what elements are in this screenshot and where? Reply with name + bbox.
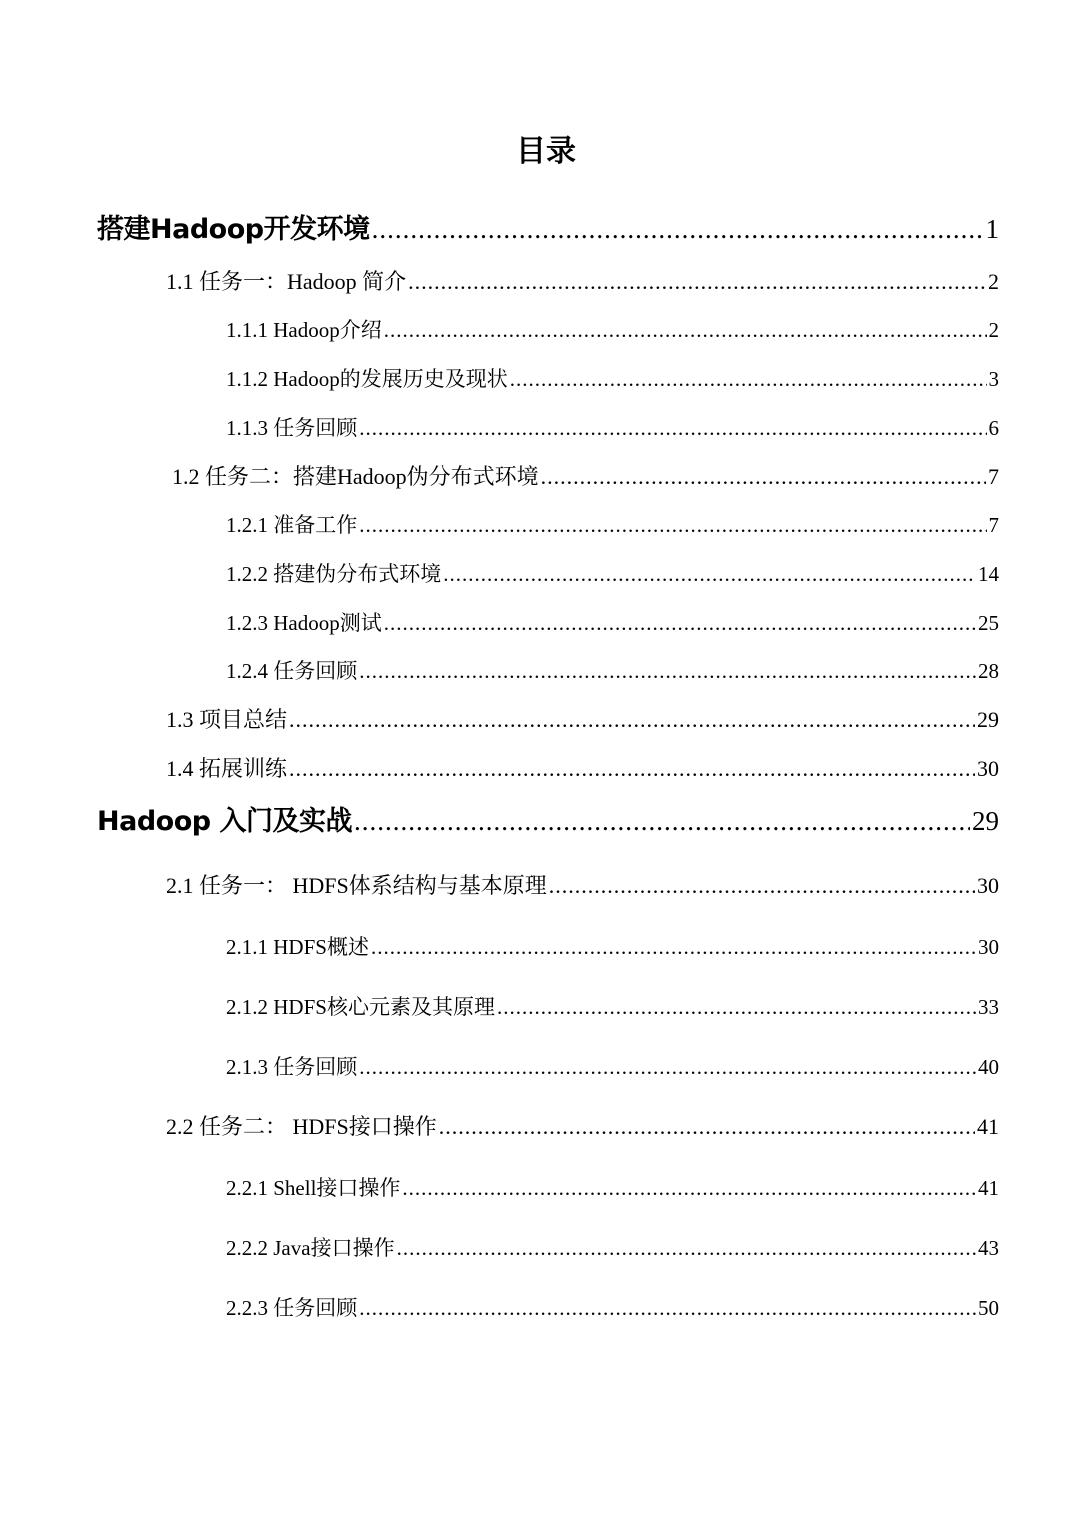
toc-entry-label: 搭建Hadoop开发环境 — [97, 214, 370, 245]
toc-entry-label: 2.1.3 任务回顾 — [226, 1055, 358, 1079]
toc-entry-1-2-2[interactable] — [226, 557, 999, 591]
toc-entry-1-1-2[interactable] — [226, 362, 999, 396]
toc-entry-label: 2.1.2 HDFS核心元素及其原理 — [226, 995, 495, 1019]
toc-leader-dots — [372, 209, 984, 249]
toc-entry-label: 2.2.1 Shell接口操作 — [226, 1176, 401, 1200]
toc-entry-page: 25 — [978, 611, 999, 635]
toc-entry-page: 7 — [988, 513, 999, 537]
toc-entry-page: 2 — [988, 269, 999, 294]
toc-leader-dots — [359, 411, 986, 445]
toc-entry-label: 1.4 拓展训练 — [166, 756, 288, 781]
toc-entry-1-1[interactable] — [166, 265, 999, 299]
toc-entry-label: 1.3 项目总结 — [166, 707, 288, 732]
toc-entry-page: 30 — [977, 873, 999, 898]
toc-entry-2-2-3[interactable] — [226, 1291, 999, 1325]
toc-entry-page: 2 — [988, 318, 999, 342]
toc-entry-chapter-1[interactable] — [97, 209, 999, 249]
toc-leader-dots — [510, 362, 987, 396]
toc-entry-1-2-1[interactable] — [226, 508, 999, 542]
toc-leader-dots — [359, 1291, 976, 1325]
toc-entry-label: 2.2 任务二： HDFS接口操作 — [166, 1114, 437, 1139]
toc-leader-dots — [359, 508, 986, 542]
toc-entry-2-1[interactable] — [166, 869, 999, 903]
toc-entry-page: 41 — [977, 1114, 999, 1139]
toc-entry-label: 1.1.3 任务回顾 — [226, 416, 358, 440]
toc-leader-dots — [443, 557, 976, 591]
toc-entry-page: 28 — [978, 659, 999, 683]
toc-leader-dots — [549, 869, 975, 903]
toc-entry-1-2[interactable] — [172, 460, 999, 494]
toc-leader-dots — [402, 1171, 976, 1205]
toc-entry-page: 29 — [977, 707, 999, 732]
toc-entry-label: 2.1.1 HDFS概述 — [226, 935, 369, 959]
toc-entry-label: Hadoop 入门及实战 — [97, 806, 352, 837]
toc-entry-label: 1.2.3 Hadoop测试 — [226, 611, 382, 635]
toc-entry-page: 14 — [978, 562, 999, 586]
toc-entry-2-1-2[interactable] — [226, 990, 999, 1024]
toc-leader-dots — [439, 1110, 975, 1144]
toc-entry-1-2-4[interactable] — [226, 654, 999, 688]
toc-entry-page: 30 — [977, 756, 999, 781]
toc-entry-2-2[interactable] — [166, 1110, 999, 1144]
toc-leader-dots — [359, 1050, 976, 1084]
toc-leader-dots — [289, 752, 975, 786]
toc-entry-page: 50 — [978, 1296, 999, 1320]
toc-entry-label: 1.1.2 Hadoop的发展历史及现状 — [226, 367, 508, 391]
toc-entry-page: 40 — [978, 1055, 999, 1079]
toc-title: 目录 — [516, 134, 576, 169]
toc-leader-dots — [408, 265, 986, 299]
toc-entry-2-1-3[interactable] — [226, 1050, 999, 1084]
toc-entry-page: 29 — [972, 806, 999, 836]
toc-leader-dots — [289, 703, 975, 737]
toc-entry-label: 1.1 任务一：Hadoop 简介 — [166, 269, 407, 294]
toc-entry-label: 2.1 任务一： HDFS体系结构与基本原理 — [166, 873, 547, 898]
toc-leader-dots — [371, 930, 976, 964]
toc-entry-1-4[interactable] — [166, 752, 999, 786]
toc-entry-1-1-1[interactable] — [226, 313, 999, 347]
toc-entry-label: 1.2.4 任务回顾 — [226, 659, 358, 683]
toc-entry-label: 1.2.1 准备工作 — [226, 513, 358, 537]
toc-leader-dots — [354, 801, 970, 841]
toc-entry-page: 33 — [978, 995, 999, 1019]
toc-entry-label: 2.2.2 Java接口操作 — [226, 1236, 395, 1260]
toc-entry-2-1-1[interactable] — [226, 930, 999, 964]
toc-entry-page: 7 — [988, 464, 999, 489]
toc-entry-1-3[interactable] — [166, 703, 999, 737]
toc-entry-page: 43 — [978, 1236, 999, 1260]
toc-entry-chapter-2[interactable] — [97, 801, 999, 841]
toc-entry-page: 6 — [988, 416, 999, 440]
toc-leader-dots — [384, 313, 987, 347]
toc-leader-dots — [384, 606, 976, 640]
toc-entry-label: 1.2 任务二：搭建Hadoop伪分布式环境 — [172, 464, 539, 489]
toc-entry-label: 1.2.2 搭建伪分布式环境 — [226, 562, 442, 586]
toc-entry-1-2-3[interactable] — [226, 606, 999, 640]
toc-entry-1-1-3[interactable] — [226, 411, 999, 445]
toc-entry-page: 1 — [985, 214, 999, 244]
toc-leader-dots — [397, 1231, 976, 1265]
toc-leader-dots — [541, 460, 986, 494]
toc-entry-label: 2.2.3 任务回顾 — [226, 1296, 358, 1320]
toc-leader-dots — [359, 654, 976, 688]
toc-entry-page: 30 — [978, 935, 999, 959]
toc-entry-2-2-2[interactable] — [226, 1231, 999, 1265]
toc-entry-page: 41 — [978, 1176, 999, 1200]
toc-leader-dots — [497, 990, 976, 1024]
toc-entry-label: 1.1.1 Hadoop介绍 — [226, 318, 382, 342]
toc-entry-page: 3 — [988, 367, 999, 391]
toc-entry-2-2-1[interactable] — [226, 1171, 999, 1205]
